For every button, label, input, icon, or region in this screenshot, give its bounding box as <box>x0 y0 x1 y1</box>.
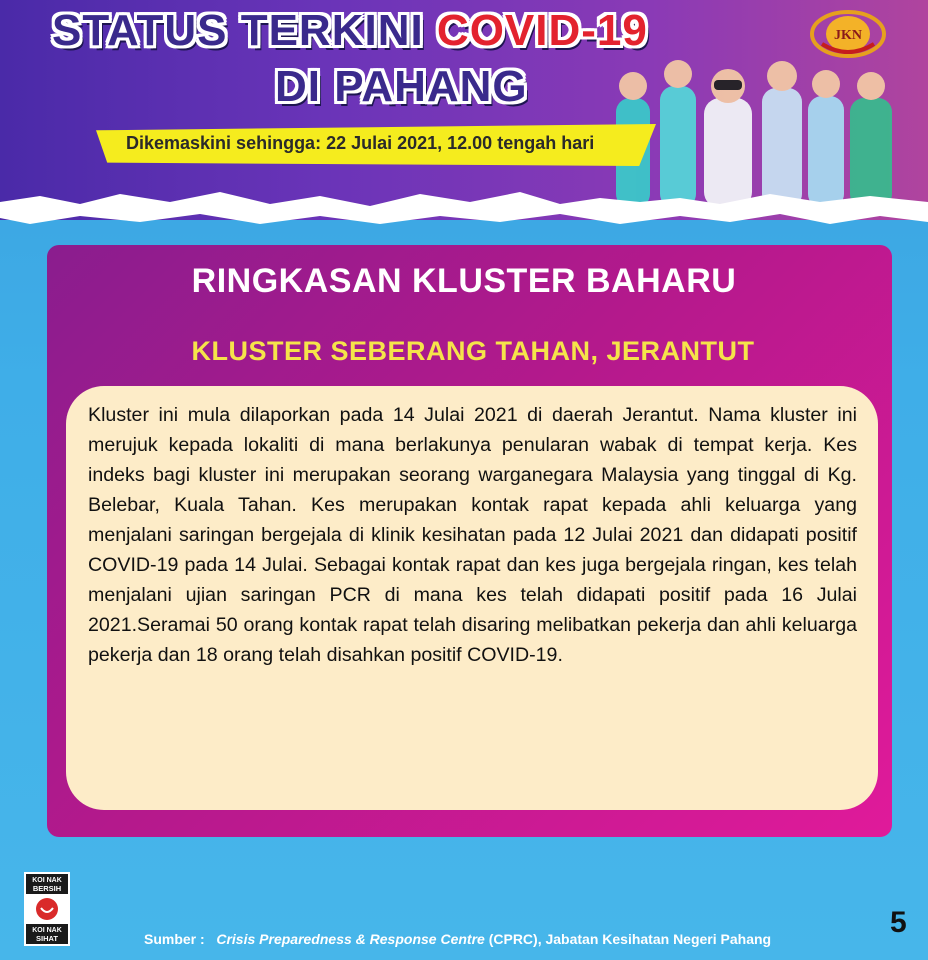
svg-text:KOI NAK: KOI NAK <box>32 877 62 884</box>
page-title-line-1 <box>52 6 648 56</box>
source-label: Sumber : <box>144 931 205 947</box>
svg-text:JKN: JKN <box>834 28 862 43</box>
cluster-description: Kluster ini mula dilaporkan pada 14 Julai 2021 di daerah Jerantut. Nama kluster ini merujuk kepada lokaliti di mana berlakunya penularan wabak di tempat kerja. Kes indeks bagi kluster ini merupakan seorang warganegara Malaysia yang tinggal di Kg. Belebar, Kuala Tahan. Kes merupakan kontak rapat kepada ahli keluarga yang menjalani saringan bergejala di klinik kesihatan pada 12 Julai 2021 dan didapati positif COVID-19 pada 14 Julai. Sebagai kontak rapat dan kes juga bergejala ringan, kes telah menjalani ujian saringan PCR di mana kes telah didapati positif pada 16 Julai 2021.Seramai 50 orang kontak rapat telah disaring melibatkan pekerja dan ahli keluarga pekerja dan 18 orang telah disahkan positif COVID-19. <box>88 404 857 666</box>
svg-text:SIHAT: SIHAT <box>36 934 58 943</box>
page-title-line-2: DI PAHANG <box>275 62 528 111</box>
torn-paper-edge <box>0 180 928 240</box>
card-title: RINGKASAN KLUSTER BAHARU <box>191 262 737 300</box>
source-org: Crisis Preparedness & Response Centre <box>216 931 485 947</box>
cluster-name: KLUSTER SEBERANG TAHAN, JERANTUT <box>191 336 755 366</box>
svg-text:KOI NAK: KOI NAK <box>32 927 62 934</box>
title-covid: COVID-19 <box>436 6 648 55</box>
source-credit <box>144 931 771 947</box>
source-rest: (CPRC), Jabatan Kesihatan Negeri Pahang <box>484 931 772 947</box>
jkn-logo <box>808 8 888 60</box>
svg-text:BERSIH: BERSIH <box>32 884 62 893</box>
title-part-1: STATUS TERKINI <box>52 6 437 55</box>
koi-nak-bersih-logo <box>24 872 70 946</box>
page-number: 5 <box>890 906 907 939</box>
update-text: Dikemaskini sehingga: 22 Julai 2021, 12.00 tengah hari <box>126 133 595 153</box>
